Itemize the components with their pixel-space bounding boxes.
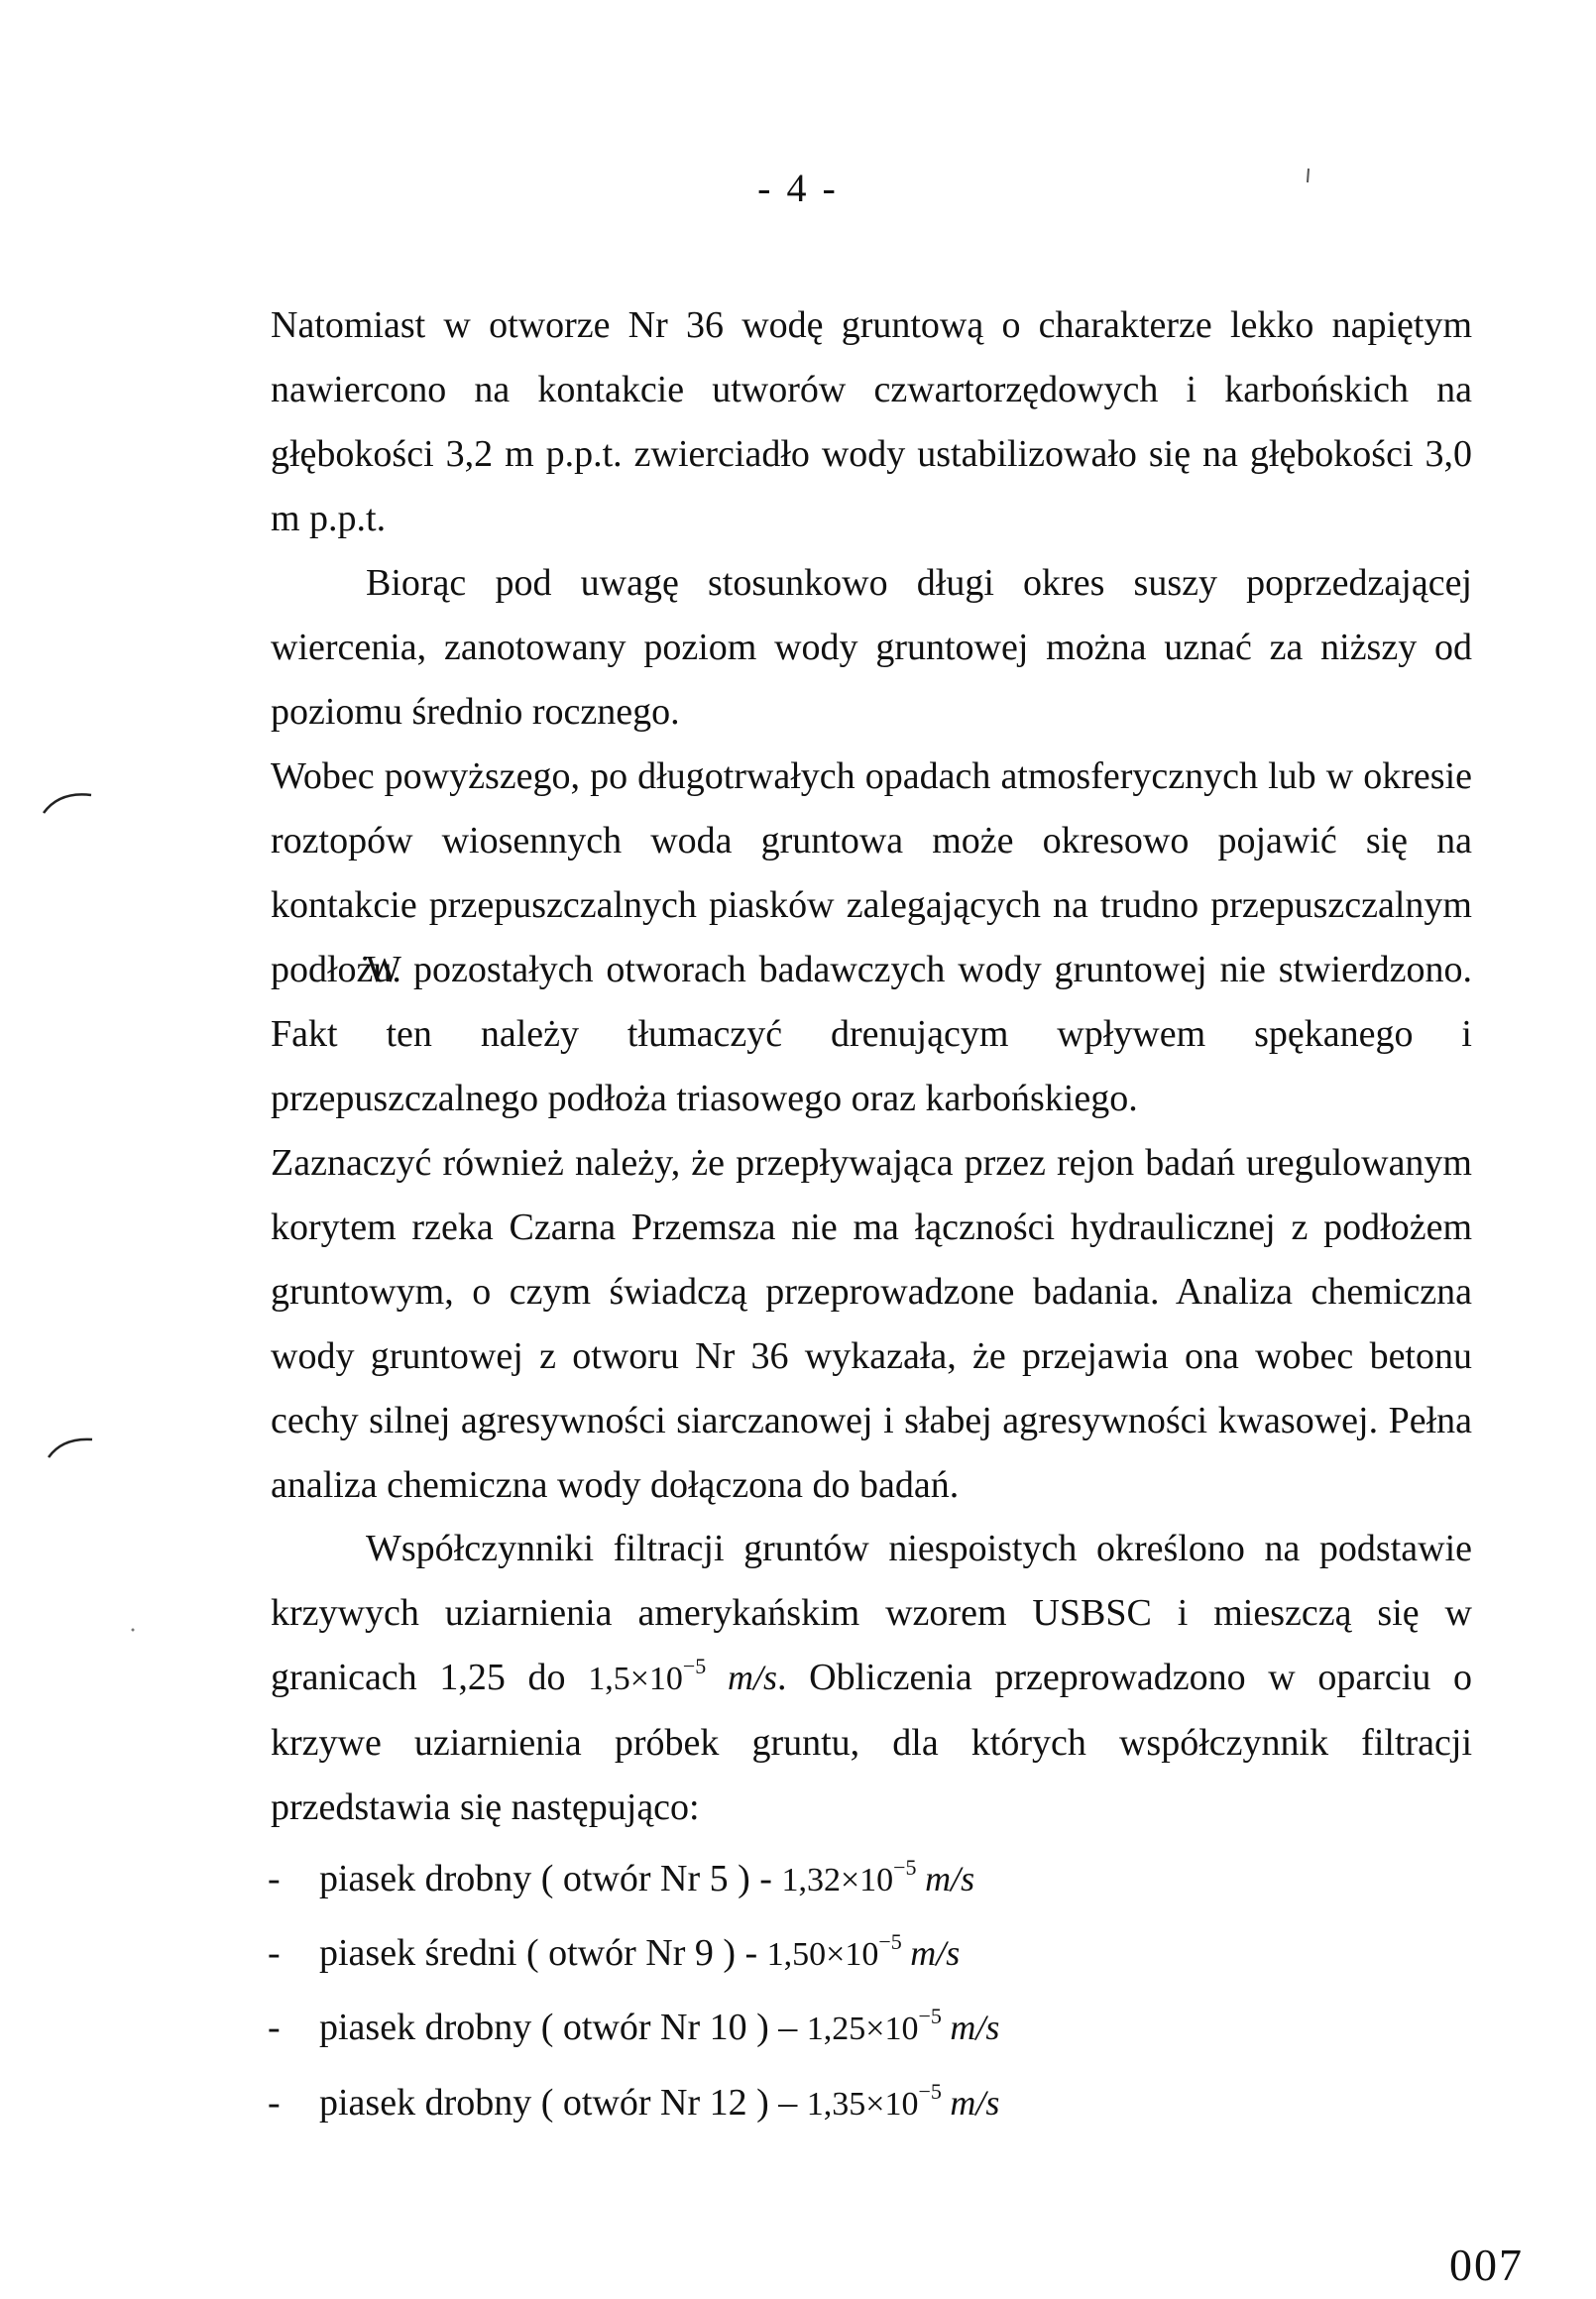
paragraph-2: Biorąc pod uwagę stosunkowo długi okres suszy poprzedzającej wiercenia, zanotowany poziom wody gruntowej można uznać za niższy od poziomu średnio rocznego. xyxy=(271,562,1472,733)
scan-mark xyxy=(1304,167,1313,186)
list-item-label: piasek drobny ( otwór Nr 10 ) – xyxy=(319,2007,798,2048)
list-item-label: piasek drobny ( otwór Nr 5 ) - xyxy=(319,1858,772,1899)
filtration-intro: Współczynniki filtracji gruntów niespoistych określono na podstawie krzywych uziarnienia amerykańskim wzorem USBSC i mieszczą się w granicach 1,25 do xyxy=(271,1528,1472,1698)
page-stamp: 007 xyxy=(1449,2240,1524,2290)
filtration-range-formula: $1,5\times 10^{-5}$ m/s xyxy=(588,1654,777,1697)
paragraph-4: W pozostałych otworach badawczych wody gruntowej nie stwierdzono. Fakt ten należy tłumaczyć drenującym wpływem spękanego i przepuszczalnego podłoża triasowego oraz karbońskiego. xyxy=(271,949,1472,1119)
list-item xyxy=(268,2003,999,2054)
list-item-formula: $1,32\times 10^{-5}$ m/s xyxy=(781,1855,975,1898)
list-item-formula: $1,35\times 10^{-5}$ m/s xyxy=(806,2079,1000,2123)
scan-mark xyxy=(40,783,99,823)
paragraph-1: Natomiast w otworze Nr 36 wodę gruntową o charakterze lekko napiętym nawiercono na kontakcie utworów czwartorzędowych i karbońskich na głębokości 3,2 m p.p.t. zwierciadło wody ustabilizowało się na głębokości 3,0 m p.p.t. xyxy=(271,304,1472,539)
list-dash: - xyxy=(268,2082,281,2124)
paragraph-5: Zaznaczyć również należy, że przepływająca przez rejon badań uregulowanym korytem rzeka Czarna Przemsza nie ma łączności hydraulicznej z podłożem gruntowym, o czym świadczą przeprowadzone badania. Analiza chemiczna wody gruntowej z otworu Nr 36 wykazała, że przejawia ona wobec betonu cechy silnej agresywności siarczanowej i słabej agresywności kwasowej. Pełna analiza chemiczna wody dołączona do badań. xyxy=(271,1142,1472,1506)
scan-mark xyxy=(45,1428,104,1467)
list-item xyxy=(268,2078,999,2129)
list-item xyxy=(268,1928,960,1980)
list-item-formula: $1,50\times 10^{-5}$ m/s xyxy=(766,1929,961,1973)
list-item-label: piasek średni ( otwór Nr 9 ) - xyxy=(319,1932,758,1974)
list-dash: - xyxy=(268,2007,281,2048)
filtration-paragraph xyxy=(271,1517,1472,1840)
page-number: - 4 - xyxy=(757,166,839,210)
list-dash: - xyxy=(268,1858,281,1899)
list-item-formula: $1,25\times 10^{-5}$ m/s xyxy=(806,2004,1000,2047)
list-item xyxy=(268,1854,974,1905)
list-dash: - xyxy=(268,1932,281,1974)
list-item-label: piasek drobny ( otwór Nr 12 ) – xyxy=(319,2082,798,2124)
scan-mark xyxy=(129,1626,137,1634)
paragraph-3: Wobec powyższego, po długotrwałych opadach atmosferycznych lub w okresie roztopów wiosennych woda gruntowa może okresowo pojawić się na kontakcie przepuszczalnych piasków zalegających na trudno przepuszczalnym podłożu. xyxy=(271,755,1472,990)
filtration-outro: . Obliczenia przeprowadzono w oparciu o krzywe uziarnienia próbek gruntu, dla których współczynnik filtracji przedstawia się następująco: xyxy=(271,1657,1473,1828)
